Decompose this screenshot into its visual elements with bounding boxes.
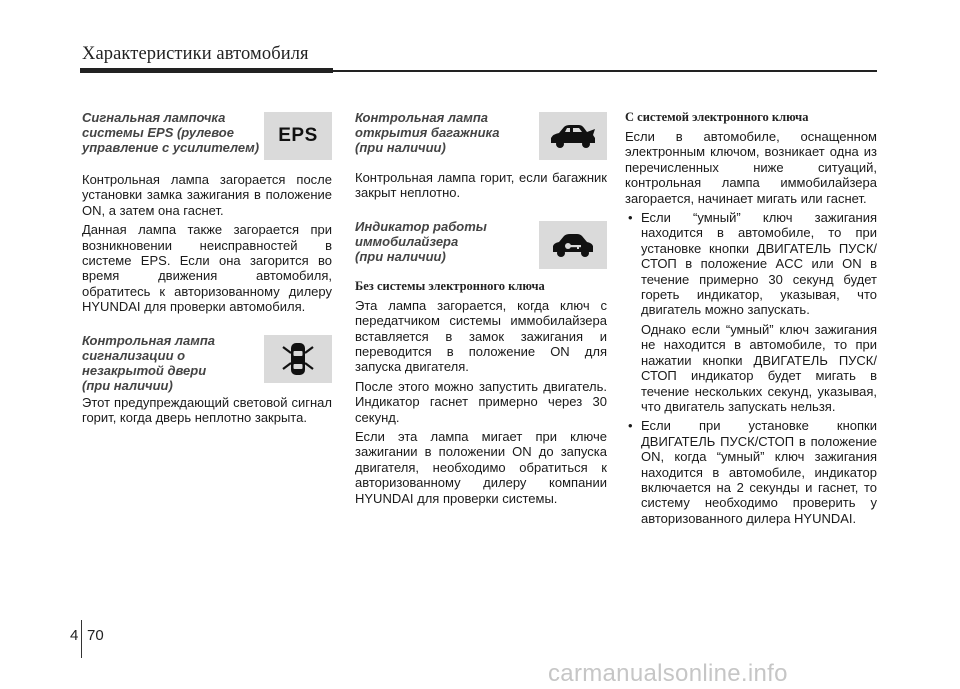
list-item [625, 418, 877, 526]
door-section-title [82, 333, 267, 393]
trunk-title-line: (при наличии) [355, 140, 446, 155]
watermark: carmanualsonline.info [548, 660, 788, 687]
immo-paragraph: После этого можно запустить двигатель. Индикатор гаснет примерно через 30 секунд. [355, 378, 607, 425]
header-title: Характеристики автомобиля [82, 44, 309, 64]
chapter-number: 4 [70, 627, 79, 644]
door-title-line: сигнализации о [82, 347, 186, 363]
trunk-section-header [355, 110, 607, 170]
door-title-line: (при наличии) [82, 377, 173, 393]
bullet-mark: • [628, 210, 633, 226]
eps-paragraph: Данная лампа также загорается при возникновении неисправностей в системе EPS. Если она загорится во время движения автомобиля, обратитесь к авторизованному дилеру HYUNDAI для проверки автомобиля. [82, 222, 332, 315]
immo-paragraph: Если эта лампа мигает при ключе зажигании в положении ON до запуска двигателя, необходимо обратиться к авторизованному дилеру компании HYUNDAI для проверки системы. [355, 429, 607, 506]
door-section-header [82, 333, 332, 395]
eps-title-line: Сигнальная лампочка [82, 110, 226, 125]
trunk-open-icon [539, 112, 607, 160]
immobilizer-icon [539, 221, 607, 269]
bullet-paragraph: Если “умный” ключ зажигания находится в автомобиле, то при установке кнопки ДВИГАТЕЛЬ ПУСК/СТОП в положение ACC или ON в течение примерно 30 секунд будет гореть индикатор, указывая, что двигатель можно запускать. [641, 210, 877, 318]
smart-key-intro: Если в автомобиле, оснащенном электронным ключом, возникает одна из перечисленных ниже ситуаций, контрольная лампа иммобилайзера загорается, начинает мигать или гаснет. [625, 129, 877, 206]
door-title-line: незакрытой двери [82, 362, 207, 378]
door-open-icon [264, 335, 332, 383]
page-number: 70 [87, 627, 104, 644]
immo-title-line: иммобилайзера [355, 233, 459, 249]
immo-title-line: (при наличии) [355, 248, 446, 264]
trunk-paragraph: Контрольная лампа горит, если багажник закрыт неплотно. [355, 170, 607, 201]
eps-section-title [82, 110, 267, 155]
eps-title-line: системы EPS (рулевое [82, 125, 234, 140]
immo-subheading: Без системы электронного ключа [355, 278, 545, 293]
footer-divider [81, 620, 82, 658]
column-1 [82, 110, 332, 429]
bullet-paragraph: Если при установке кнопки ДВИГАТЕЛЬ ПУСК/СТОП в положение ON, когда “умный” ключ зажигания находится в автомобиле, индикатор включается на 2 секунды и гаснет, то систему необходимо проверить у авторизованного дилера HYUNDAI. [641, 418, 877, 526]
header-rule-thick [80, 68, 333, 73]
smart-key-bullet-list [625, 210, 877, 526]
header-rule-thin [333, 70, 877, 72]
column-2 [355, 110, 607, 510]
eps-section-header [82, 110, 332, 172]
immo-paragraph: Эта лампа загорается, когда ключ с передатчиком системы иммобилайзера вставляется в замок зажигания и переводится в положение ON для запуска двигателя. [355, 297, 607, 375]
smart-key-subheading: С системой электронного ключа [625, 110, 809, 124]
door-title-line: Контрольная лампа [82, 332, 215, 348]
bullet-mark: • [628, 418, 633, 434]
column-3 [625, 110, 877, 530]
eps-icon-label: EPS [278, 125, 318, 146]
immo-title-line: Индикатор работы [355, 218, 487, 234]
immo-section-title [355, 219, 540, 264]
trunk-title-line: открытия багажника [355, 125, 500, 140]
trunk-title-line: Контрольная лампа [355, 110, 488, 125]
list-item [625, 210, 877, 414]
immo-section-header [355, 219, 607, 275]
trunk-section-title [355, 110, 540, 155]
bullet-paragraph: Однако если “умный” ключ зажигания не находится в автомобиле, то при нажатии кнопки ДВИГАТЕЛЬ ПУСК/СТОП индикатор будет мигать в течение нескольких секунд, указывая, что двигатель запускать нельзя. [641, 321, 877, 414]
eps-title-line: управление с усилителем) [82, 140, 260, 155]
eps-paragraph: Контрольная лампа загорается после установки замка зажигания в положение ON, а затем она гаснет. [82, 172, 332, 218]
door-paragraph: Этот предупреждающий световой сигнал горит, когда дверь неплотно закрыта. [82, 394, 332, 426]
eps-warning-icon [264, 112, 332, 160]
